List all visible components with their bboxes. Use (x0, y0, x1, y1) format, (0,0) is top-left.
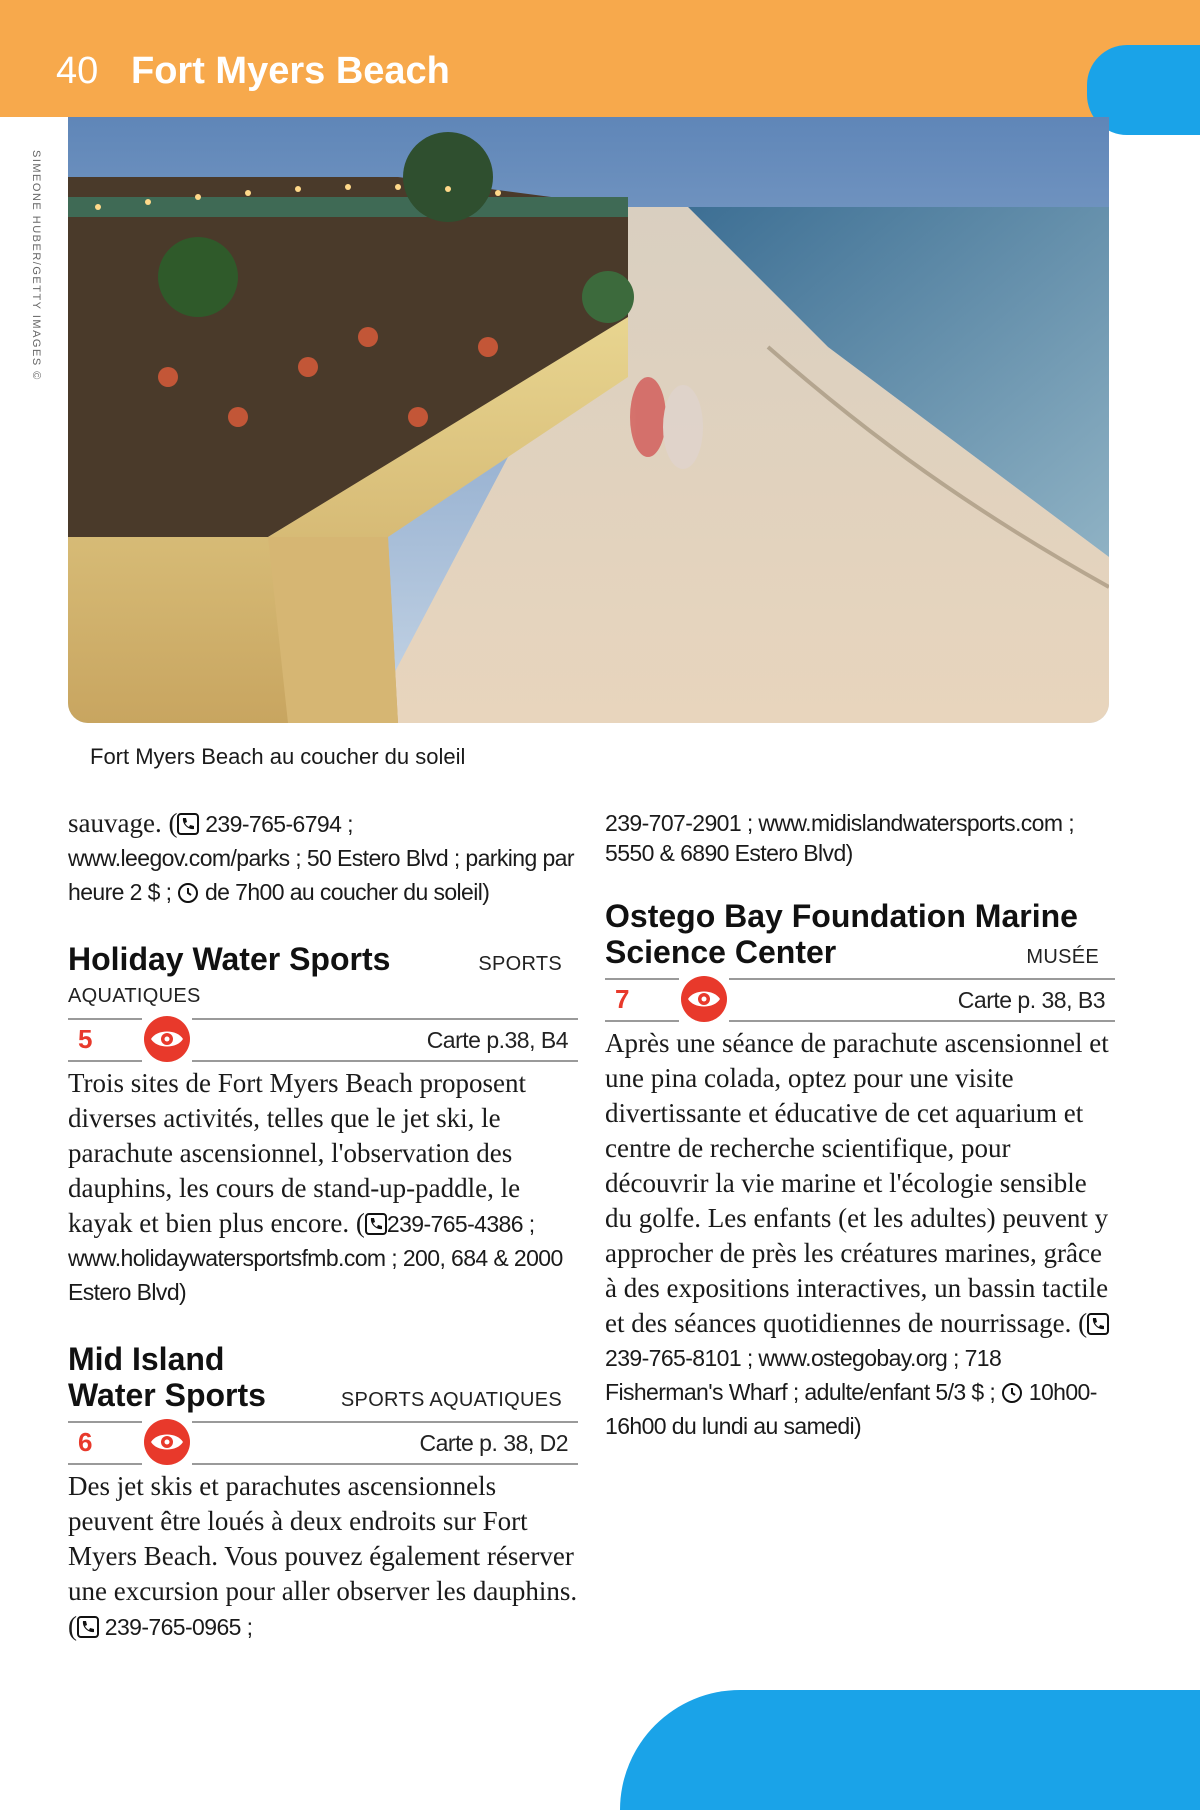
entry-contact: 239-765-4386 ; www.holidaywatersportsfmb.com ; 200, 684 & 2000 Estero Blvd) (68, 1211, 563, 1305)
photo-caption: Fort Myers Beach au coucher du soleil (90, 744, 466, 769)
entry-category: SPORTS AQUATIQUES (340, 1389, 562, 1411)
entry-description (605, 1028, 1115, 1445)
intro-hours: de 7h00 au coucher du soleil) (199, 879, 490, 905)
entry-title-line1: Ostego Bay Foundation Marine (605, 898, 1078, 934)
clock-icon (1001, 1381, 1023, 1403)
intro-paragraph (68, 808, 578, 911)
entry-desc: Des jet skis et parachutes ascensionnels peuvent être loués à deux endroits sur Fort Myers Beach. Vous pouvez également réserver une excursion pour aller observer les dauphins. ( (68, 1471, 578, 1641)
map-reference: Carte p.38, B4 (426, 1027, 568, 1053)
beach-photo (68, 117, 1109, 723)
entry-number: 7 (615, 984, 630, 1014)
entry-desc: Après une séance de parachute ascensionnel et une pina colada, optez pour une visite divertissante et éducative de cet aquarium et centre de recherche scientifique, pour découvrir la vie marine et l'écologie sensible du golfe. Les enfants (et les adultes) peuvent y approcher de près les créatures marines, grâce à des expositions interactives, un bassin tactile et des séances quotidiennes de nourrissage. ( (605, 1028, 1109, 1338)
top-sight-icon (142, 1014, 192, 1064)
page-title: Fort Myers Beach (131, 50, 450, 92)
phone-icon (77, 1616, 99, 1638)
entry-desc: Trois sites de Fort Myers Beach proposent diverses activités, telles que le jet ski, le parachute ascensionnel, l'observation des dauphins, les cours de stand-up-paddle, le kayak et bien plus encore. ( (68, 1068, 526, 1238)
entry-hours: 10h00-16h00 du lundi au samedi) (605, 1379, 1097, 1439)
phone-icon (177, 813, 199, 835)
entry-category: SPORTS (478, 953, 562, 975)
entry-number: 6 (78, 1427, 93, 1457)
right-column (605, 808, 1115, 1445)
phone-icon (1087, 1313, 1109, 1335)
entry-category-cont: AQUATIQUES (68, 985, 201, 1007)
map-reference: Carte p. 38, B3 (957, 987, 1105, 1013)
map-reference: Carte p. 38, D2 (419, 1430, 568, 1456)
entry-title: Holiday Water Sports (68, 941, 391, 977)
bottom-tab (620, 1690, 1200, 1810)
entry-title-row (68, 941, 578, 981)
entry-description (68, 1471, 578, 1646)
entry-category: MUSÉE (1026, 946, 1099, 968)
top-sight-icon (142, 1417, 192, 1467)
map-reference-row (605, 978, 1115, 1022)
clock-icon (177, 881, 199, 903)
entry-number: 5 (78, 1024, 93, 1054)
entry-contact: 239-765-0965 ; (99, 1614, 253, 1640)
intro-serif: sauvage. ( (68, 808, 178, 838)
top-sight-icon (679, 974, 729, 1024)
entry-description (68, 1068, 578, 1311)
entry-title-row (605, 898, 1115, 970)
map-reference-row (68, 1421, 578, 1465)
entry-title-row (68, 1341, 578, 1413)
phone-icon (365, 1213, 387, 1235)
entry-contact: 239-765-8101 ; www.ostegobay.org ; 718 Fisherman's Wharf ; adulte/enfant 5/3 $ ; (605, 1345, 1002, 1405)
entry-title-line1: Mid Island (68, 1341, 225, 1377)
photo-credit: SIMEONE HUBER/GETTY IMAGES © (30, 150, 42, 381)
intro-contact: 239-765-6794 ; www.leegov.com/parks ; 50 Estero Blvd ; parking par heure 2 $ ; (68, 811, 574, 905)
entry-title-line2: Water Sports (68, 1377, 266, 1413)
entry-contact-continued: 239-707-2901 ; www.midislandwatersports.com ; 5550 & 6890 Estero Blvd) (605, 810, 1075, 866)
entry-title-line2: Science Center (605, 934, 837, 970)
map-reference-row (68, 1018, 578, 1062)
left-column (68, 808, 578, 1646)
page-number: 40 (56, 50, 99, 92)
page-header (0, 0, 1200, 117)
